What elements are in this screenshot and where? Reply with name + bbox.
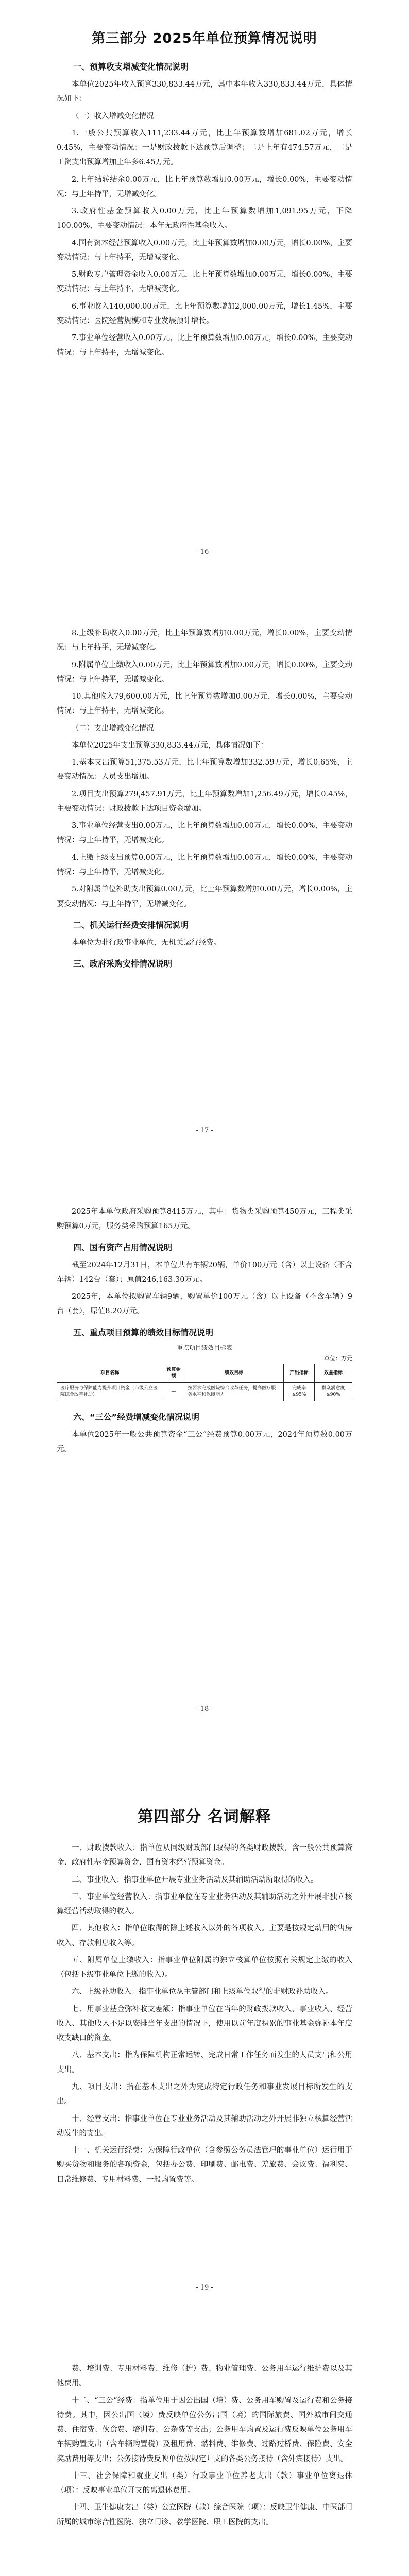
paragraph: 3.事业单位经营支出0.00万元，比上年预算数增加0.00万元，增长0.00%，主要变动情况：与上年持平，无增减变化。 [57,822,352,845]
section-heading: 五、重点项目预算的绩效目标情况说明 [73,1327,214,1337]
page-1 [0,0,409,579]
part-three-title: 第三部分 2025年单位预算情况说明 [92,31,317,46]
paragraph: 7.事业单位经营收入0.00万元，比上年预算数增加0.00万元，增长0.00%，主要变动情况：与上年持平，无增减变化。 [57,334,352,357]
page-5 [0,2314,409,2576]
part-four-title: 第四部分 名词解释 [138,1808,271,1826]
table-cell: 医疗服务与保障能力提升项目资金（市级公立医院综合改革补助） [57,1382,163,1401]
paragraph: 5.财政专户管理资金收入0.00万元，比上年预算数增加0.00万元，增长0.00%，主要变动情况：与上年持平，无增减变化。 [57,270,352,294]
paragraph: 2025年，本单位拟购置车辆9辆，购置单价100万元（含）以上设备（不含车辆）9台（套），原值8.20万元。 [57,1293,352,1316]
paragraph: 六、上级补助收入：指事业单位从主管部门和上级单位取得的非财政补助收入。 [72,1988,333,1996]
paragraph: 1.基本支出预算51,375.53万元，比上年预算数增加332.59万元，增长0.65%，主要变动情况：人员支出增加。 [57,758,352,782]
table-header-cell: 项目名称 [57,1364,163,1382]
table-title: 重点项目绩效目标表 [176,1344,232,1351]
paragraph: 十三、社会保障和就业支出（类）行政事业单位养老支出（款）事业单位离退休（项）：反映事业单位开支的离退休费用。 [57,2471,352,2495]
paragraph: 3.政府性基金预算收入0.00万元，比上年预算数增加1,091.95万元，下降100.00%，主要变动情况：本年无政府性基金收入。 [57,207,352,230]
paragraph: 本单位为非行政事业单位，无机关运行经费。 [72,938,221,947]
paragraph: 2025年本单位政府采购预算8415万元，其中：货物类采购预算450万元，工程类采购预算0万元，服务类采购预算165万元。 [57,1208,352,1231]
section-heading: 三、政府采购安排情况说明 [73,959,173,969]
paragraph: 十四、卫生健康支出（类）公立医院（款）综合医院（项）：反映卫生健康、中医部门所属的城市综合性医院、独立门诊、教学医院、职工医院的支出。 [57,2503,352,2527]
paragraph: 七、用事业基金弥补收支差额：指事业单位在当年的财政拨款收入、事业收入、经营收入、其他收入不足以安排当年支出的情况下，使用以前年度积累的事业基金弥补本年度收支缺口的资金。 [57,2005,352,2043]
paragraph: 本单位2025年一般公共预算资金“三公”经费预算0.00万元，2024年预算数0.00万元。 [57,1430,352,1454]
paragraph: 8.上级补助收入0.00万元，比上年预算数增加0.00万元，增长0.00%，主要变动情况：与上年持平，无增减变化。 [57,629,352,652]
table-header-cell: 效益指标 [315,1364,352,1382]
page-number: - 17 - [196,1127,213,1134]
paragraph: 九、项目支出：指在基本支出之外为完成特定行政任务和事业发展目标所发生的支出。 [57,2082,352,2106]
page-number: - 16 - [196,548,213,556]
subheading: （一）收入增减变化情况 [72,112,154,121]
paragraph: 5.对附属单位补助支出预算0.00万元，比上年预算数增加0.00万元，增长0.00%，主要变动情况：与上年持平，无增减变化。 [57,885,352,908]
paragraph: 一、财政拨款收入：指单位从同级财政部门取得的各类财政拨款，含一般公共预算资金、政府性基金预算资金、国有资本经营预算资金。 [57,1844,352,1867]
page-number: - 19 - [196,2284,213,2292]
subheading: （二）支出增减变化情况 [72,724,154,733]
section-heading: 一、预算收支增减变化情况说明 [73,62,189,72]
table-cell: — [163,1382,184,1401]
paragraph: 4.国有资本经营预算收入0.00万元，比上年预算数增加0.00万元，增长0.00%，主要变动情况：与上年持平，无增减变化。 [57,239,352,262]
section-heading: 六、“三公”经费增减变化情况说明 [73,1412,200,1422]
paragraph: 2.项目支出预算279,457.91万元，比上年预算数增加1,256.49万元，增长0.45%，主要变动情况：财政拨款下达项目资金增加。 [57,790,352,813]
section-heading: 四、国有资产占用情况说明 [73,1242,173,1252]
paragraph: 二、事业收入：指事业单位开展专业业务活动及其辅助活动所取得的收入。 [72,1875,318,1884]
paragraph: 十一、机关运行经费：为保障行政单位（含参照公务员法管理的事业单位）运行用于购买货物和服务的各项资金，包括办公费、印刷费、邮电费、差旅费、会议费、福利费、日常维修费、专用材料费、一般购置费等。 [57,2146,352,2184]
table-header-cell: 预算金额 [163,1364,184,1382]
paragraph: 十二、“三公”经费：指单位用于因公出国（境）费、公务用车购置及运行费和公务接待费。其中，因公出国（境）费反映单位公务出国（境）的国际旅费、国外城市间交通费、住宿费、伙食费、培训费、公杂费等支出；公务用车购置及运行费反映单位公务用车车辆购置支出（含车辆购置税）及租用费、燃料费、维修费、过路过桥费、保险费、安全奖励费用等支出；公务接待费反映单位按规定开支的各类公务接待（含外宾接待）支出。 [57,2396,352,2463]
paragraph: 八、基本支出：指为保障机构正常运转、完成日常工作任务而发生的人员支出和公用支出。 [57,2051,352,2074]
paragraph: 9.附属单位上缴收入0.00万元，比上年预算数增加0.00万元，增长0.00%，主要变动情况：与上年持平，无增减变化。 [57,660,352,684]
paragraph: 三、事业单位经营收入：指事业单位在专业业务活动及其辅助活动之外开展非独立核算经营活动取得的收入。 [57,1892,352,1916]
paragraph: 本单位2025年收入预算330,833.44万元，其中本年收入330,833.44万元，具体情况如下： [57,80,352,104]
page-3 [0,1157,409,1736]
table-row [57,1382,352,1401]
paragraph: 6.事业收入140,000.00万元，比上年预算数增加2,000.00万元，增长1.45%，主要变动情况：医院经营规模和专业发展预计增长。 [57,302,352,325]
table-header-cell: 产出指标 [284,1364,315,1382]
table-header-row [57,1364,352,1382]
performance-table [57,1364,352,1401]
paragraph: 10.其他收入79,600.00万元，比上年预算数增加0.00万元，增长0.00%，主要变动情况：与上年持平，无增减变化。 [57,692,352,716]
page-2 [0,579,409,1157]
paragraph: 十、经营支出：指事业单位在专业业务活动及其辅助活动之外开展非独立核算经营活动发生的支出。 [57,2114,352,2138]
table-header-cell: 绩效目标 [184,1364,284,1382]
table-cell: 群众满意度≥90% [315,1382,352,1401]
paragraph: 1.一般公共预算收入111,233.44万元，比上年预算数增加681.02万元，增长0.45%，主要变动情况：一是财政拨款下达预算后调整；二是上年有474.57万元，二是工资支出预算增加上年多6.45万元。 [57,129,352,167]
paragraph: 4.上缴上级支出预算0.00万元，比上年预算数增加0.00万元，增长0.00%，主要变动情况：与上年持平，无增减变化。 [57,853,352,876]
paragraph: 2.上年结转结余0.00万元，比上年预算数增加0.00万元，增长0.00%，主要变动情况：与上年持平，无增减变化。 [57,175,352,198]
paragraph: 四、其他收入：指单位取得的除上述收入以外的各项收入。主要是按规定动用的售房收入、存款利息收入等。 [57,1924,352,1947]
table-cell: 按要求完成医院综合改革任务，提高医疗服务水平和保障能力 [184,1382,284,1401]
table-unit: 单位：万元 [324,1354,352,1362]
paragraph: 费、培训费、专用材料费、维修（护）费、物业管理费、公务用车运行维护费以及其他费用。 [57,2365,352,2388]
paragraph: 截至2024年12月31日，本单位共有车辆20辆，单价100万元（含）以上设备（不含车辆）142台（套）；原值246,163.30万元。 [57,1261,352,1284]
table-cell: 完成率≥95% [284,1382,315,1401]
page-4 [0,1736,409,2314]
paragraph: 本单位2025年支出预算330,833.44万元，具体情况如下： [72,741,268,750]
page-number: - 18 - [196,1705,213,1713]
section-heading: 二、机关运行经费安排情况说明 [73,920,189,930]
paragraph: 五、附属单位上缴收入：指事业单位附属的独立核算单位按照有关规定上缴的收入（包括下级事业单位上缴的收入）。 [57,1956,352,1979]
